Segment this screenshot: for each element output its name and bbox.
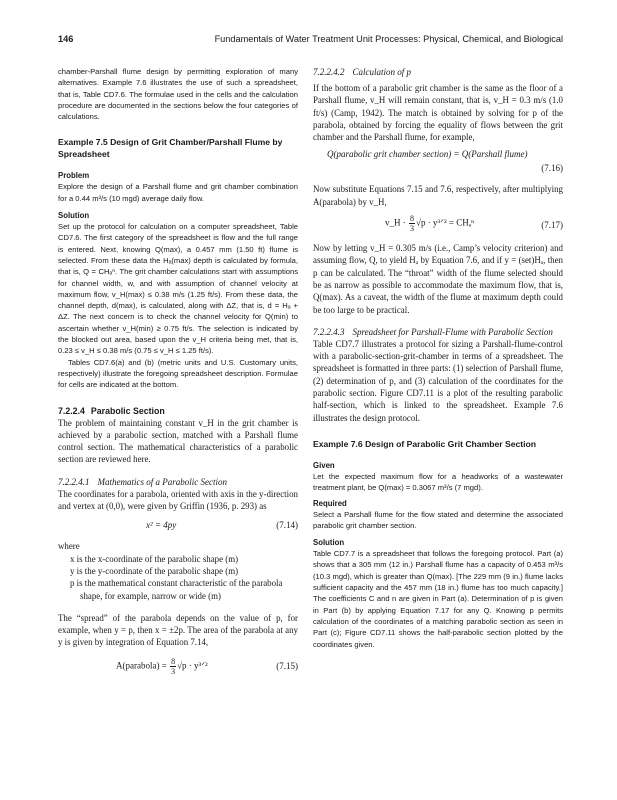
running-title: Fundamentals of Water Treatment Unit Processes: Physical, Chemical, and Biological — [214, 34, 563, 44]
subsection-2-text-2: Now substitute Equations 7.15 and 7.6, respectively, after multiplying A(parabola) by v_H, — [313, 184, 563, 207]
solution-text-2: Tables CD7.6(a) and (b) (metric units and U.S. Customary units, respectively) illustrate the foregoing spreadsheet description. Formulae for cells are indicated at the bottom. — [58, 357, 298, 390]
right-column — [313, 66, 563, 650]
equation-7-16-tag: (7.16) — [541, 163, 563, 174]
example-7-6-solution-heading: Solution — [313, 538, 345, 548]
equation-7-17-tag: (7.17) — [541, 220, 563, 231]
given-heading: Given — [313, 460, 335, 470]
definition-y: y is the y-coordinate of the parabolic shape (m) — [70, 565, 239, 576]
equation-7-15-fraction: $\frac{8}{3}$ — [171, 656, 176, 676]
problem-text: Explore the design of a Parshall flume and grit chamber combination for a 0.44 m³/s (10 mgd) average daily flow. — [58, 182, 298, 203]
subsection-heading — [58, 476, 298, 488]
subsection-2-title: Calculation of p — [352, 67, 411, 77]
section-number: 7.2.2.4 — [58, 405, 85, 416]
subsection-2-text-3: Now by letting v_H = 0.305 m/s (i.e., Camp’s velocity criterion) and assuming flow, Q, to yield Hₐ by Equation 7.6, and if y = (set)Hₐ, then p can be calculated. The “throat” width of the flume selected should be as narrow as possible to accommodate the maximum flow, that is, Q(max). As a caveat, the width of the flume at maximum depth could be too large to be practical. — [313, 243, 563, 315]
example-7-6-solution-text: Table CD7.7 is a spreadsheet that follows the foregoing protocol. Part (a) shows that a 305 mm (12 in.) Parshall flume has a capacity of 0.453 m³/s (10.3 mgd), which is greater than Q(max). [The 229 mm (9 in.) flume lacks sufficient capacity and the 457 mm (18 in.) flume has too much capacity.] The coefficients C and n are given in Part (a). Determination of p is given in Part (b) by applying Equation 7.17 for any Q. Knowing p permits calculation of the coordinates of a matching parabolic section as seen in Part (c); Figure CD7.11 shows the half-parabolic section plotted by the coordinates given. — [313, 549, 563, 649]
section-heading — [58, 405, 298, 417]
subsection-3-heading — [313, 326, 563, 338]
definition-x: x is the x-coordinate of the parabolic shape (m) — [70, 553, 239, 564]
problem-heading: Problem — [58, 171, 90, 181]
spread-text: The “spread” of the parabola depends on the value of p, for example, when y = p, then x = ±2p. The area of the parabola at any y is given by integration of Equation 7.14, — [58, 612, 298, 648]
given-text: Let the expected maximum flow for a headworks of a wastewater treatment plant, be Q(max) = 0.3067 m³/s (7 mgd). — [313, 471, 563, 493]
subsection-number: 7.2.2.4.1 — [58, 476, 90, 487]
example-7-6-title: Example 7.6 Design of Parabolic Grit Chamber Section — [313, 438, 537, 449]
section-text: The problem of maintaining constant v_H in the grit chamber is achieved by a parabolic section, matched with a Parshall flume control section. The mathematical characteristics of a parabolic section are reviewed here. — [58, 417, 298, 465]
subsection-3-number: 7.2.2.4.3 — [313, 326, 345, 337]
subsection-3-title: Spreadsheet for Parshall-Flume with Parabolic Section — [352, 326, 553, 337]
equation-7-16-body: Q(parabolic grit chamber section) = Q(Parshall flume) — [327, 149, 528, 160]
equation-7-15-tag: (7.15) — [276, 660, 298, 671]
equation-7-17-fraction: $\frac{8}{3}$ — [410, 214, 414, 234]
subsection-text: The coordinates for a parabola, oriented with axis in the y-direction and vertex at (0,0), were given by Griffin (1936, p. 293) as — [58, 488, 298, 512]
required-text: Select a Parshall flume for the flow stated and determine the associated parabolic grit chamber section. — [313, 509, 563, 530]
intro-paragraph: chamber-Parshall flume design by permitting exploration of many alternatives. Example 7.6 illustrates the use of such a spreadsheet, that is, Table CD7.6. The formulae used in the cells and the calculation procedure are documented in the sections below the four categories of calculations. — [58, 67, 298, 122]
equation-7-17-rhs: √p · y³ᐟ² = CHₐⁿ — [416, 217, 475, 228]
equation-7-15-rhs: √p · y³ᐟ² — [177, 660, 208, 671]
example-7-5-title: Example 7.5 Design of Grit Chamber/Parshall Flume by Spreadsheet — [58, 137, 283, 160]
equation-7-15 — [58, 655, 298, 679]
subsection-2-heading — [313, 66, 563, 78]
subsection-3-text: Table CD7.7 illustrates a protocol for sizing a Parshall-flume-control with a parabolic-section-grit-chamber in terms of a spreadsheet. The spreadsheet is formatted in three parts: (1) selection of Parshall flume, (2) determination of p, and (3) calculation of the coordinates for the parabolic section. Figure CD7.11 is a plot of the resulting parabolic half-section, which is linked to the spreadsheet. Example 7.6 illustrates the design protocol. — [313, 338, 563, 423]
page-number: 146 — [58, 34, 74, 44]
definition-p: p is the mathematical constant characteristic of the parabola shape, for example, narrow or wide (m) — [70, 578, 283, 601]
solution-heading: Solution — [58, 211, 90, 221]
subsection-2-number: 7.2.2.4.2 — [313, 67, 345, 77]
equation-7-16 — [313, 149, 563, 174]
subsection-title: Mathematics of a Parabolic Section — [97, 476, 227, 487]
variable-definitions — [58, 553, 298, 602]
left-column — [58, 66, 298, 679]
running-header — [58, 34, 563, 48]
equation-7-17-lhs: v_H · — [385, 217, 408, 228]
section-title: Parabolic Section — [90, 405, 165, 416]
subsection-2-text: If the bottom of a parabolic grit chamber is the same as the floor of a Parshall flume, v_H will remain constant, that is, v_H = 0.3 m/s (1.0 ft/s) (Camp, 1942). The match is obtained by solving for p of the parabola, obtained by forcing the equality of flows between the grit chamber and the Parshall flume, for example, — [313, 83, 563, 143]
where-label: where — [58, 541, 80, 552]
required-heading: Required — [313, 498, 347, 508]
solution-text: Set up the protocol for calculation on a computer spreadsheet, Table CD7.6. The first category of the spreadsheet is flow and the full range is entered. Next, knowing Q(max), a 0.457 mm (1.50 ft) flume is selected. From these data the Hₐ(max) depth is calculated by formula, that is, Q = CHₐⁿ. The grit chamber calculations start with assumptions for channel width, w, and with assumption of channel velocity at maximum flow, v_H(max) ≤ 0.38 m/s (1.25 ft/s). From these data, the channel depth, d(max), is calculated, along with ΔZ, that is, d = Hₐ + ΔZ. The next concern is to check the channel velocity for Q(min) to ascertain whether v_H(min) ≥ 0.75 ft/s. The selection is indicated by the blocked out area, based upon the v_H criteria being met, that is, 0.23 ≤ v_H ≤ 0.38 m/s (0.75 ≤ v_H ≤ 1.25 ft/s). — [58, 222, 298, 356]
equation-7-14-body: x² = 4py — [146, 520, 177, 531]
equation-7-17 — [313, 212, 563, 238]
equation-7-14 — [58, 516, 298, 536]
equation-7-14-tag: (7.14) — [276, 520, 298, 531]
equation-7-15-lhs: A(parabola) = — [116, 660, 170, 671]
